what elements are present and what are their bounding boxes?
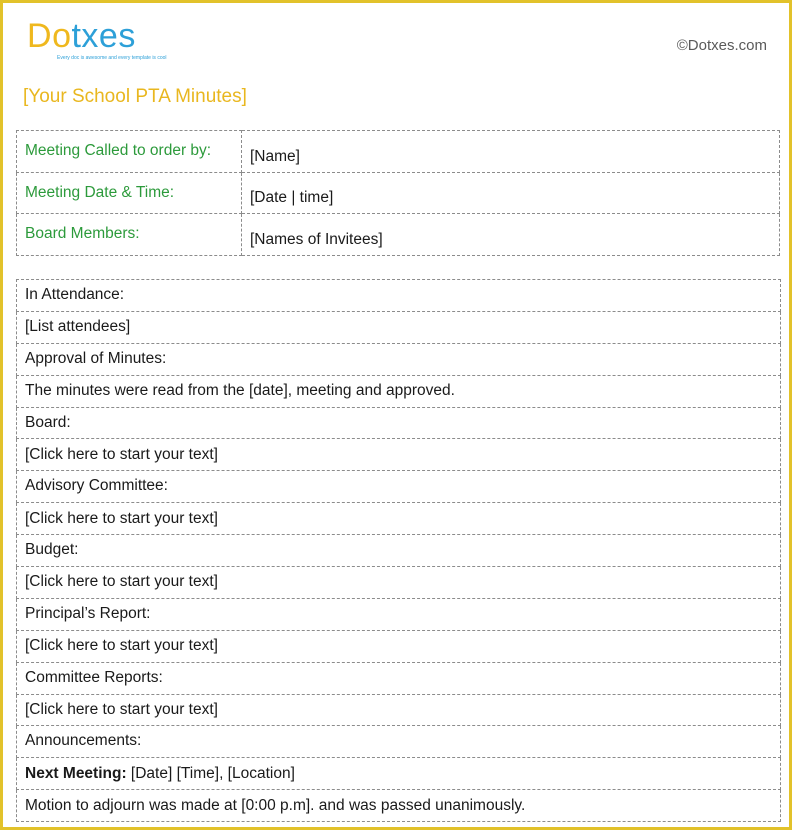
logo-letter-o: o [52,17,72,55]
logo-tagline: Every doc is awesome and every template is cool [57,55,167,61]
text-field[interactable]: [Click here to start your text] [17,694,781,726]
info-value-field[interactable]: [Name] [242,131,780,173]
table-row [17,758,781,790]
table-row [17,598,781,630]
text-field[interactable]: [Click here to start your text] [17,630,781,662]
next-meeting-field[interactable] [17,758,781,790]
section-heading: Announcements: [17,726,781,758]
table-row [17,214,780,256]
info-label: Meeting Date & Time: [17,172,242,214]
minutes-table [16,279,781,822]
section-heading: Committee Reports: [17,662,781,694]
table-row [17,790,781,822]
section-heading: Advisory Committee: [17,471,781,503]
next-meeting-value: [Date] [Time], [Location] [126,764,295,782]
table-row [17,439,781,471]
table-row [17,662,781,694]
logo-letter-d: D [27,17,53,55]
document-title[interactable]: [Your School PTA Minutes] [23,86,247,107]
table-row [17,471,781,503]
info-value-field[interactable]: [Names of Invitees] [242,214,780,256]
text-field[interactable]: Motion to adjourn was made at [0:00 p.m]. and was passed unanimously. [17,790,781,822]
table-row [17,535,781,567]
table-row [17,630,781,662]
meeting-info-table [16,130,780,256]
next-meeting-label: Next Meeting: [25,764,127,782]
section-heading: Budget: [17,535,781,567]
table-row [17,172,780,214]
table-row [17,280,781,312]
logo-wordmark [27,17,136,55]
table-row [17,131,780,173]
text-field[interactable]: [Click here to start your text] [17,439,781,471]
section-heading: Approval of Minutes: [17,343,781,375]
table-row [17,567,781,599]
table-row [17,407,781,439]
text-field[interactable]: [Click here to start your text] [17,503,781,535]
table-row [17,503,781,535]
table-row [17,343,781,375]
section-heading: Board: [17,407,781,439]
text-field[interactable]: [Click here to start your text] [17,567,781,599]
copyright-notice[interactable]: ©Dotxes.com [676,37,767,54]
text-field[interactable]: The minutes were read from the [date], meeting and approved. [17,375,781,407]
info-label: Meeting Called to order by: [17,131,242,173]
section-heading: Principal’s Report: [17,598,781,630]
info-label: Board Members: [17,214,242,256]
info-value-field[interactable]: [Date | time] [242,172,780,214]
section-heading: In Attendance: [17,280,781,312]
logo-letters-rest: txes [71,17,136,55]
table-row [17,726,781,758]
table-row [17,375,781,407]
dotxes-logo[interactable] [27,17,167,61]
table-row [17,311,781,343]
text-field[interactable]: [List attendees] [17,311,781,343]
table-row [17,694,781,726]
